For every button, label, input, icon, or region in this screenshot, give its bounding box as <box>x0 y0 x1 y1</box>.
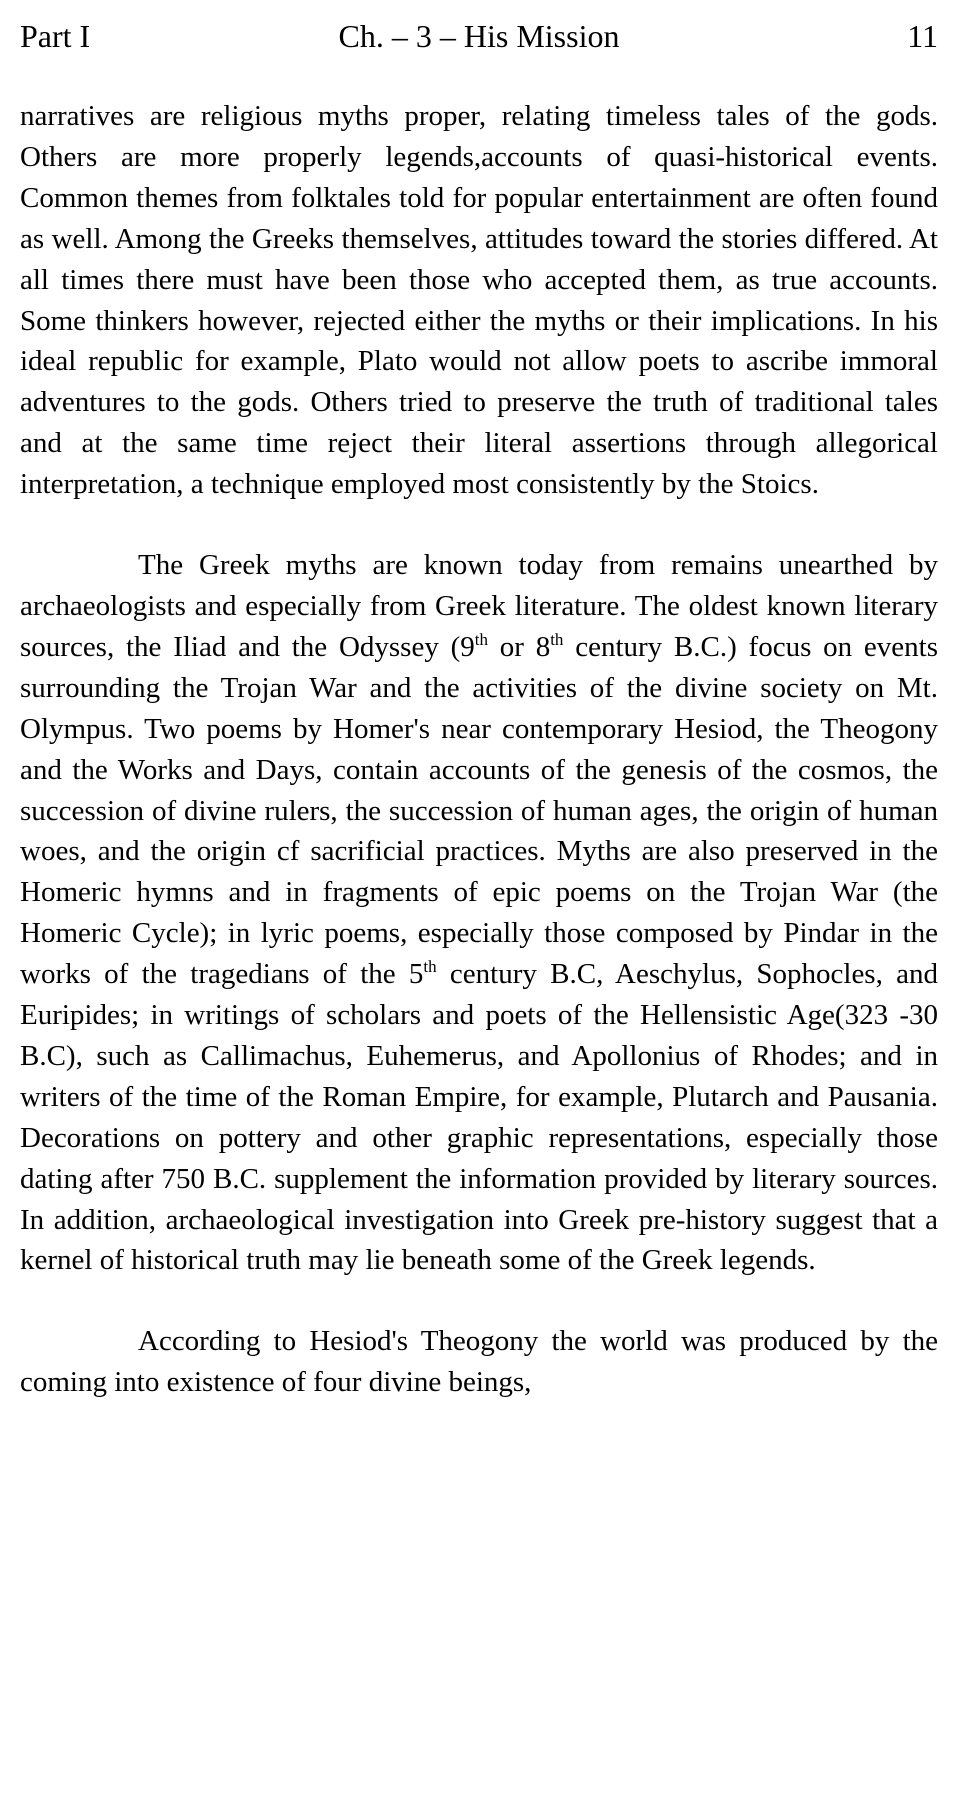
paragraph-2 <box>20 545 938 1281</box>
part-label: Part I <box>20 18 91 54</box>
ordinal-suffix: th <box>423 957 437 977</box>
paragraph-3: According to Hesiod's Theogony the world was produced by the coming into existence of four divine beings, <box>20 1325 938 1399</box>
ordinal-suffix: th <box>550 629 564 649</box>
page-number: 11 <box>907 18 938 54</box>
chapter-title: Ch. – 3 – His Mission <box>338 18 620 54</box>
page-body <box>20 96 938 1403</box>
ordinal-suffix: th <box>474 629 488 649</box>
paragraph-1: narratives are religious myths proper, relating timeless tales of the gods. Others are more properly legends,accounts of quasi-historical events. Common themes from folktales told for popular entertainment are often found as well. Among the Greeks themselves, attitudes toward the stories differed. At all times there must have been those who accepted them, as true accounts. Some thinkers however, rejected either the myths or their implications. In his ideal republic for example, Plato would not allow poets to ascribe immoral adventures to the gods. Others tried to preserve the truth of traditional tales and at the same time reject their literal assertions through allegorical interpretation, a technique employed most consistently by the Stoics. <box>20 100 938 501</box>
paragraph-2-part-1: The Greek myths are known today from remains unearthed by archaeologists and especially from Greek literature. The oldest known literary sources, the Iliad and the Odyssey (9 <box>20 549 938 663</box>
paragraph-2-part-4: century B.C, Aeschylus, Sophocles, and Euripides; in writings of scholars and poets of the Hellensistic Age(323 -30 B.C), such as Callimachus, Euhemerus, and Apollonius of Rhodes; and in writers of the time of the Roman Empire, for example, Plutarch and Pausania. Decorations on pottery and other graphic representations, especially those dating after 750 B.C. supplement the information provided by literary sources. In addition, archaeological investigation into Greek pre-history suggest that a kernel of historical truth may lie beneath some of the Greek legends. <box>20 958 938 1277</box>
running-header <box>20 16 938 56</box>
paragraph-2-part-3: century B.C.) focus on events surrounding the Trojan War and the activities of the divine society on Mt. Olympus. Two poems by Homer's near contemporary Hesiod, the Theogony and the Works and Days, contain accounts of the genesis of the cosmos, the succession of divine rulers, the succession of human ages, the origin of human woes, and the origin cf sacrificial practices. Myths are also preserved in the Homeric hymns and in fragments of epic poems on the Trojan War (the Homeric Cycle); in lyric poems, especially those composed by Pindar in the works of the tragedians of the 5 <box>20 630 938 991</box>
paragraph-2-part-2: or 8 <box>488 630 551 663</box>
